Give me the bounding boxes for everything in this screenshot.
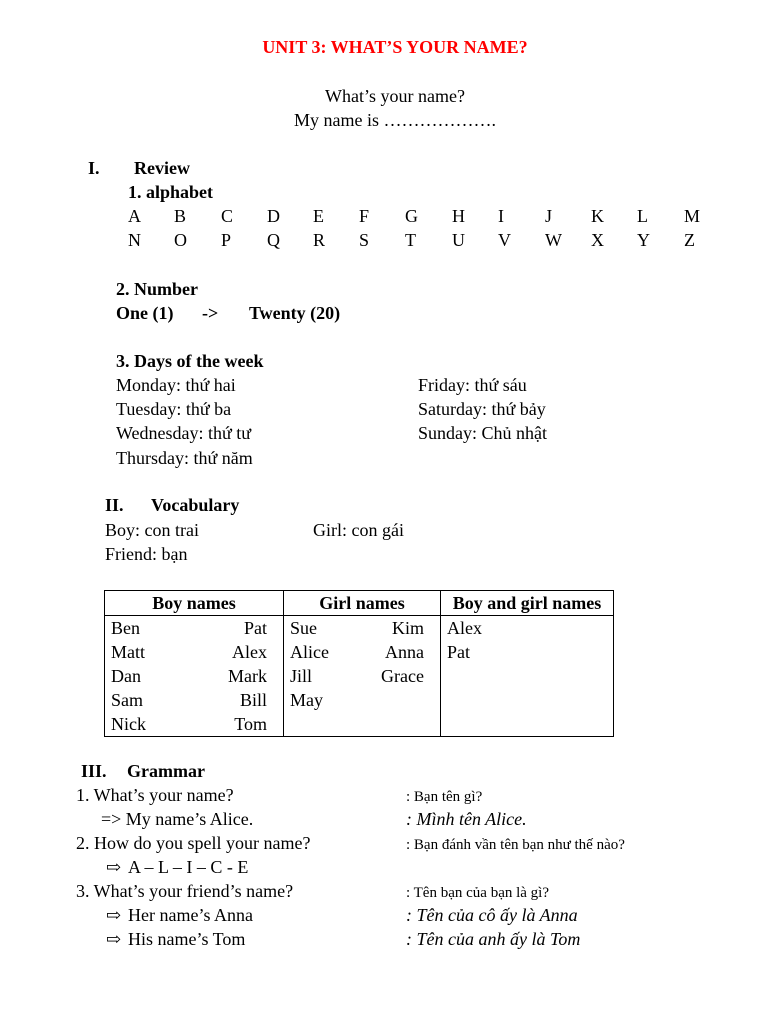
number-heading: 2. Number [116, 279, 198, 299]
alphabet-letter: A [128, 206, 141, 226]
alphabet-letter: J [545, 206, 553, 226]
name-entry: Matt [111, 642, 145, 662]
list-item [290, 688, 434, 712]
header-girl-names: Girl names [284, 591, 441, 616]
alphabet-letter: I [498, 206, 504, 226]
alphabet-letter: R [313, 230, 326, 250]
list-item [111, 664, 277, 688]
name-entry: Pat [447, 642, 471, 662]
alphabet-letter: Z [684, 230, 695, 250]
name-entry: Anna [385, 642, 424, 662]
both-names-cell [441, 616, 614, 737]
girl-names-cell [284, 616, 441, 737]
grammar-a1: => My name’s Alice. [101, 809, 254, 829]
list-item [290, 616, 434, 640]
intro-question: What’s your name? [325, 86, 465, 106]
alphabet-letter: E [313, 206, 324, 226]
section-heading-review: Review [134, 158, 190, 178]
alphabet-letter: C [221, 206, 234, 226]
grammar-a3a: Her name’s Anna [128, 905, 253, 925]
grammar-a1-translation: : Mình tên Alice. [406, 809, 527, 829]
alphabet-letter: W [545, 230, 562, 250]
section-numeral-vocabulary: II. [105, 495, 124, 515]
header-boy-and-girl-names: Boy and girl names [441, 591, 614, 616]
alphabet-letter: F [359, 206, 370, 226]
name-entry: Jill [290, 666, 313, 686]
grammar-q2: 2. How do you spell your name? [76, 833, 311, 853]
day-tuesday: Tuesday: thứ ba [116, 399, 232, 419]
vocab-friend: Friend: bạn [105, 544, 188, 564]
grammar-a3b: His name’s Tom [128, 929, 246, 949]
grammar-a2: A – L – I – C - E [128, 857, 249, 877]
number-arrow: -> [202, 303, 219, 323]
section-heading-grammar: Grammar [127, 761, 205, 781]
alphabet-letter: T [405, 230, 416, 250]
page-title: UNIT 3: WHAT’S YOUR NAME? [262, 37, 528, 57]
alphabet-letter: H [452, 206, 465, 226]
number-to: Twenty (20) [249, 303, 341, 323]
name-entry: Alice [290, 642, 329, 662]
name-entry: Alex [447, 618, 482, 638]
intro-answer: My name is ………………. [294, 110, 496, 130]
name-entry: Alex [232, 642, 267, 662]
name-entry: Kim [391, 618, 424, 638]
name-entry: Dan [111, 666, 141, 686]
section-heading-vocabulary: Vocabulary [151, 495, 240, 515]
list-item [111, 688, 277, 712]
name-entry: Bill [239, 690, 267, 710]
alphabet-letter: X [591, 230, 604, 250]
table-body-row [105, 616, 614, 737]
day-sunday: Sunday: Chủ nhật [418, 423, 547, 443]
alphabet-letter: S [359, 230, 370, 250]
alphabet-heading: 1. alphabet [128, 182, 214, 202]
day-wednesday: Wednesday: thứ tư [116, 423, 252, 443]
grammar-a3b-translation: : Tên của anh ấy là Tom [406, 929, 581, 949]
grammar-q1: 1. What’s your name? [76, 785, 234, 805]
alphabet-letter: Y [637, 230, 650, 250]
grammar-a3b-row [106, 928, 245, 950]
name-entry: Pat [243, 618, 267, 638]
alphabet-letter: P [221, 230, 232, 250]
list-item [290, 640, 434, 664]
name-entry: Ben [111, 618, 140, 638]
boy-names-cell [105, 616, 284, 737]
days-heading: 3. Days of the week [116, 351, 264, 371]
name-entry: Tom [234, 714, 267, 734]
name-entry: Mark [228, 666, 267, 686]
grammar-a3a-row [106, 904, 253, 926]
section-numeral-review: I. [88, 158, 100, 178]
table-header-row [105, 591, 614, 616]
name-entry [424, 688, 434, 712]
name-entry: Sam [111, 690, 144, 710]
name-entry: Grace [381, 666, 424, 686]
alphabet-letter: N [128, 230, 141, 250]
alphabet-letter: D [267, 206, 280, 226]
alphabet-letter: G [405, 206, 418, 226]
grammar-q3-translation: : Tên bạn của bạn là gì? [406, 885, 549, 901]
list-item [111, 640, 277, 664]
vocab-girl: Girl: con gái [313, 520, 404, 540]
grammar-q1-translation: : Bạn tên gì? [406, 789, 483, 805]
alphabet-letter: K [591, 206, 604, 226]
grammar-q2-translation: : Bạn đánh vần tên bạn như thế nào? [406, 837, 625, 853]
grammar-a2-row [106, 856, 248, 878]
name-entry: May [290, 690, 323, 710]
day-thursday: Thursday: thứ năm [116, 448, 253, 468]
alphabet-letter: L [637, 206, 648, 226]
names-table [104, 590, 614, 737]
arrow-icon: ⇨ [106, 857, 122, 877]
alphabet-letter: B [174, 206, 187, 226]
list-item [290, 664, 434, 688]
number-from: One (1) [116, 303, 174, 323]
name-entry: Sue [290, 618, 317, 638]
grammar-q3: 3. What’s your friend’s name? [76, 881, 294, 901]
header-boy-names: Boy names [105, 591, 284, 616]
alphabet-letter: Q [267, 230, 280, 250]
day-friday: Friday: thứ sáu [418, 375, 527, 395]
day-monday: Monday: thứ hai [116, 375, 236, 395]
alphabet-letter: O [174, 230, 187, 250]
list-item [111, 712, 277, 736]
section-numeral-grammar: III. [81, 761, 107, 781]
alphabet-letter: M [684, 206, 701, 226]
vocab-boy: Boy: con trai [105, 520, 199, 540]
alphabet-letter: U [452, 230, 465, 250]
day-saturday: Saturday: thứ bảy [418, 399, 546, 419]
list-item [111, 616, 277, 640]
arrow-icon: ⇨ [106, 905, 122, 925]
name-entry: Nick [111, 714, 146, 734]
grammar-a3a-translation: : Tên của cô ấy là Anna [406, 905, 578, 925]
arrow-icon: ⇨ [106, 929, 122, 949]
alphabet-letter: V [498, 230, 511, 250]
